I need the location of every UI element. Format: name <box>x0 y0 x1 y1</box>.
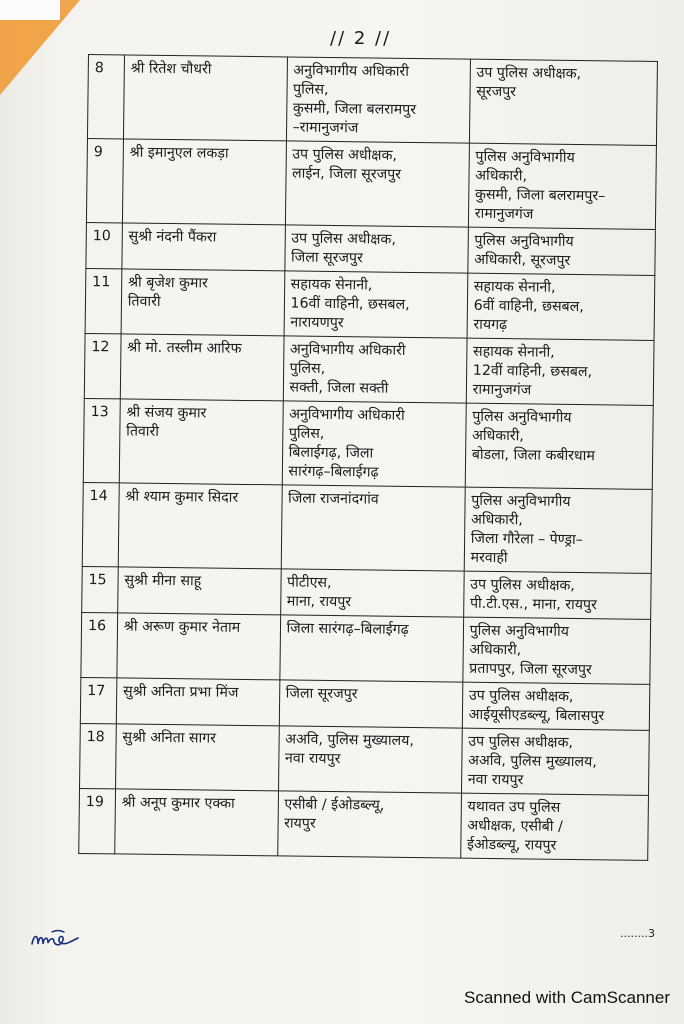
serial-number-cell: 10 <box>86 222 122 268</box>
current-posting-cell <box>281 485 465 571</box>
officer-name-cell-line: तिवारी <box>127 293 161 310</box>
serial-number-cell: 11 <box>85 268 122 333</box>
current-posting-cell <box>279 680 463 728</box>
new-posting-cell-line: पुलिस अनुविभागीय <box>469 622 570 640</box>
torn-corner-edge <box>0 0 60 20</box>
new-posting-cell-line: अधीक्षक, एसीबी / <box>467 817 563 835</box>
current-posting-cell-line: –रामानुजगंज <box>292 119 359 137</box>
current-posting-cell-line: अनुविभागीय अधिकारी <box>289 341 406 359</box>
current-posting-cell-line: नवा रायपुर <box>284 750 341 768</box>
serial-number-cell: 12 <box>84 333 121 398</box>
page-marker: // 2 // <box>330 28 392 49</box>
new-posting-cell-line: 6वीं वाहिनी, छसबल, <box>473 297 584 316</box>
new-posting-cell-line: अधिकारी, <box>470 511 523 529</box>
serial-number-cell: 14 <box>82 482 119 566</box>
table-row <box>80 677 650 730</box>
new-posting-cell-line: अधिकारी, <box>471 427 524 445</box>
new-posting-cell-line: उप पुलिस अधीक्षक, <box>476 64 582 83</box>
new-posting-cell-line: पुलिस अनुविभागीय <box>474 232 574 250</box>
officer-name-cell <box>115 724 278 791</box>
current-posting-cell-line: एसीबी / ईओडब्ल्यू, <box>284 796 385 814</box>
new-posting-cell <box>469 59 657 145</box>
officer-name-cell-line: श्री संजय कुमार <box>126 404 207 422</box>
new-posting-cell-line: सहायक सेनानी, <box>472 343 555 361</box>
serial-number-cell: 17 <box>80 677 116 723</box>
continued-marker: ........3 <box>620 927 655 940</box>
new-posting-cell <box>468 227 656 275</box>
current-posting-cell-line: लाईन, जिला सूरजपुर <box>291 165 402 183</box>
new-posting-cell <box>468 143 656 229</box>
new-posting-cell-line: उप पुलिस अधीक्षक, <box>468 687 574 705</box>
officer-name-cell <box>116 678 279 726</box>
serial-number-cell: 13 <box>83 398 120 482</box>
current-posting-cell-line: जिला सूरजपुर <box>285 685 358 703</box>
serial-number-cell: 9 <box>86 138 123 222</box>
current-posting-cell-line: रायपुर <box>284 815 316 832</box>
serial-number-cell: 15 <box>82 566 118 612</box>
officer-name-cell-line: श्री अरूण कुमार नेताम <box>123 618 241 636</box>
new-posting-cell-line: सहायक सेनानी, <box>473 278 556 296</box>
officer-name-cell <box>120 334 283 401</box>
current-posting-cell-line: कुसमी, जिला बलरामपुर <box>292 100 417 119</box>
current-posting-cell <box>285 141 469 227</box>
table-row <box>80 723 650 795</box>
officer-name-cell <box>117 613 280 680</box>
officer-name-cell-line: श्री मो. तस्लीम आरिफ <box>127 339 242 357</box>
officer-name-cell-line: तिवारी <box>126 423 160 440</box>
new-posting-cell <box>461 728 649 795</box>
new-posting-cell-line: पी.टी.एस., माना, रायपुर <box>469 595 597 614</box>
current-posting-cell-line: पीटीएस, <box>286 574 332 592</box>
officer-name-cell <box>119 399 283 485</box>
current-posting-cell <box>278 726 462 793</box>
initials-signature <box>30 926 82 952</box>
current-posting-cell-line: सहायक सेनानी, <box>290 276 373 294</box>
officer-name-cell-line: श्री बृजेश कुमार <box>127 274 208 292</box>
current-posting-cell-line: अअवि, पुलिस मुख्यालय, <box>285 731 415 750</box>
officer-name-cell-line: श्री रितेश चौधरी <box>130 60 212 78</box>
current-posting-cell <box>280 569 464 617</box>
officer-name-cell-line: श्री अनूप कुमार एक्का <box>121 794 235 812</box>
officer-name-cell <box>122 223 285 271</box>
table-row <box>86 138 656 229</box>
officer-name-cell-line: सुश्री अनिता प्रभा मिंज <box>122 683 239 701</box>
new-posting-cell-line: रामानुजगंज <box>472 381 532 399</box>
officer-name-cell <box>123 55 287 141</box>
table-row <box>83 398 653 489</box>
officer-name-cell <box>117 567 280 615</box>
table-row <box>82 566 652 619</box>
table-row <box>86 222 656 275</box>
transfer-table <box>78 54 658 861</box>
current-posting-cell-line: नारायणपुर <box>290 314 344 332</box>
new-posting-cell-line: उप पुलिस अधीक्षक, <box>470 576 575 594</box>
current-posting-cell <box>284 225 468 273</box>
current-posting-cell <box>277 791 461 858</box>
new-posting-cell <box>467 273 655 340</box>
new-posting-cell-line: बोडला, जिला कबीरधाम <box>471 446 595 465</box>
table-row <box>82 482 652 573</box>
new-posting-cell-line: पुलिस अनुविभागीय <box>472 408 572 426</box>
serial-number-cell: 16 <box>81 612 118 677</box>
serial-number-cell: 19 <box>79 788 116 853</box>
new-posting-cell <box>466 338 654 405</box>
officer-name-cell-line: सुश्री मीना साहू <box>124 572 202 590</box>
new-posting-cell-line: आईयूसीएडब्ल्यू, बिलासपुर <box>468 706 605 725</box>
new-posting-cell <box>462 682 650 730</box>
current-posting-cell-line: सक्ती, जिला सक्ती <box>289 379 389 397</box>
officer-name-cell-line: सुश्री नंदनी पैंकरा <box>128 228 217 246</box>
new-posting-cell-line: उप पुलिस अधीक्षक, <box>468 733 574 751</box>
current-posting-cell-line: उप पुलिस अधीक्षक, <box>292 146 398 164</box>
current-posting-cell-line: माना, रायपुर <box>286 593 352 611</box>
new-posting-cell <box>463 617 651 684</box>
table-row <box>84 333 654 405</box>
new-posting-cell-line: 12वीं वाहिनी, छसबल, <box>472 362 593 381</box>
new-posting-cell-line: प्रतापपुर, जिला सूरजपुर <box>469 660 592 679</box>
new-posting-cell-line: पुलिस अनुविभागीय <box>475 148 575 166</box>
new-posting-cell-line: जिला गौरेला – पेण्ड्रा– <box>470 530 583 549</box>
table-row <box>79 788 649 860</box>
officer-name-cell-line: श्री श्याम कुमार सिदार <box>125 488 239 506</box>
current-posting-cell <box>282 401 466 487</box>
table-row <box>85 268 655 340</box>
table-row <box>81 612 651 684</box>
new-posting-cell <box>464 487 652 573</box>
new-posting-cell-line: यथावत उप पुलिस <box>467 798 561 816</box>
current-posting-cell <box>279 615 463 682</box>
current-posting-cell-line: अनुविभागीय अधिकारी <box>289 406 405 424</box>
serial-number-cell: 18 <box>80 723 117 788</box>
officer-name-cell-line: सुश्री अनिता सागर <box>122 729 217 747</box>
new-posting-cell-line: पुलिस अनुविभागीय <box>471 492 571 510</box>
new-posting-cell-line: नवा रायपुर <box>467 771 524 789</box>
current-posting-cell-line: उप पुलिस अधीक्षक, <box>291 230 396 248</box>
table-row <box>87 55 657 146</box>
current-posting-cell-line: सारंगढ़–बिलाईगढ़ <box>288 463 379 481</box>
new-posting-cell-line: सूरजपुर <box>476 83 517 101</box>
new-posting-cell-line: अधिकारी, <box>469 641 522 659</box>
current-posting-cell-line: बिलाईगढ़, जिला <box>288 444 374 462</box>
officer-name-cell-line: श्री इमानुएल लकड़ा <box>129 144 229 162</box>
new-posting-cell-line: ईओडब्ल्यू, रायपुर <box>466 836 557 854</box>
officer-name-cell <box>115 789 278 856</box>
new-posting-cell <box>460 793 648 860</box>
current-posting-cell-line: पुलिस, <box>292 81 329 98</box>
scanner-watermark: Scanned with CamScanner <box>463 988 670 1007</box>
current-posting-cell <box>286 57 470 143</box>
officer-name-cell <box>118 483 282 569</box>
new-posting-cell-line: अधिकारी, <box>475 167 528 185</box>
new-posting-cell-line: रामानुजगंज <box>474 205 534 223</box>
current-posting-cell-line: अनुविभागीय अधिकारी <box>293 62 410 80</box>
serial-number-cell: 8 <box>87 55 124 139</box>
current-posting-cell <box>284 271 468 338</box>
current-posting-cell-line: जिला सारंगढ़–बिलाईगढ़ <box>286 620 409 638</box>
officer-name-cell <box>122 139 286 225</box>
current-posting-cell-line: जिला राजनांदगांव <box>288 490 379 508</box>
new-posting-cell <box>463 571 651 619</box>
new-posting-cell-line: रायगढ़ <box>473 316 508 334</box>
current-posting-cell <box>283 336 467 403</box>
new-posting-cell-line: अअवि, पुलिस मुख्यालय, <box>467 752 597 771</box>
current-posting-cell-line: पुलिस, <box>289 360 326 377</box>
new-posting-cell-line: मरवाही <box>470 549 508 567</box>
current-posting-cell-line: पुलिस, <box>288 425 325 442</box>
new-posting-cell-line: अधिकारी, सूरजपुर <box>474 251 571 269</box>
new-posting-cell-line: कुसमी, जिला बलरामपुर– <box>474 186 606 205</box>
new-posting-cell <box>465 403 653 489</box>
current-posting-cell-line: जिला सूरजपुर <box>290 249 363 267</box>
current-posting-cell-line: 16वीं वाहिनी, छसबल, <box>290 295 410 313</box>
officer-name-cell <box>121 269 284 336</box>
